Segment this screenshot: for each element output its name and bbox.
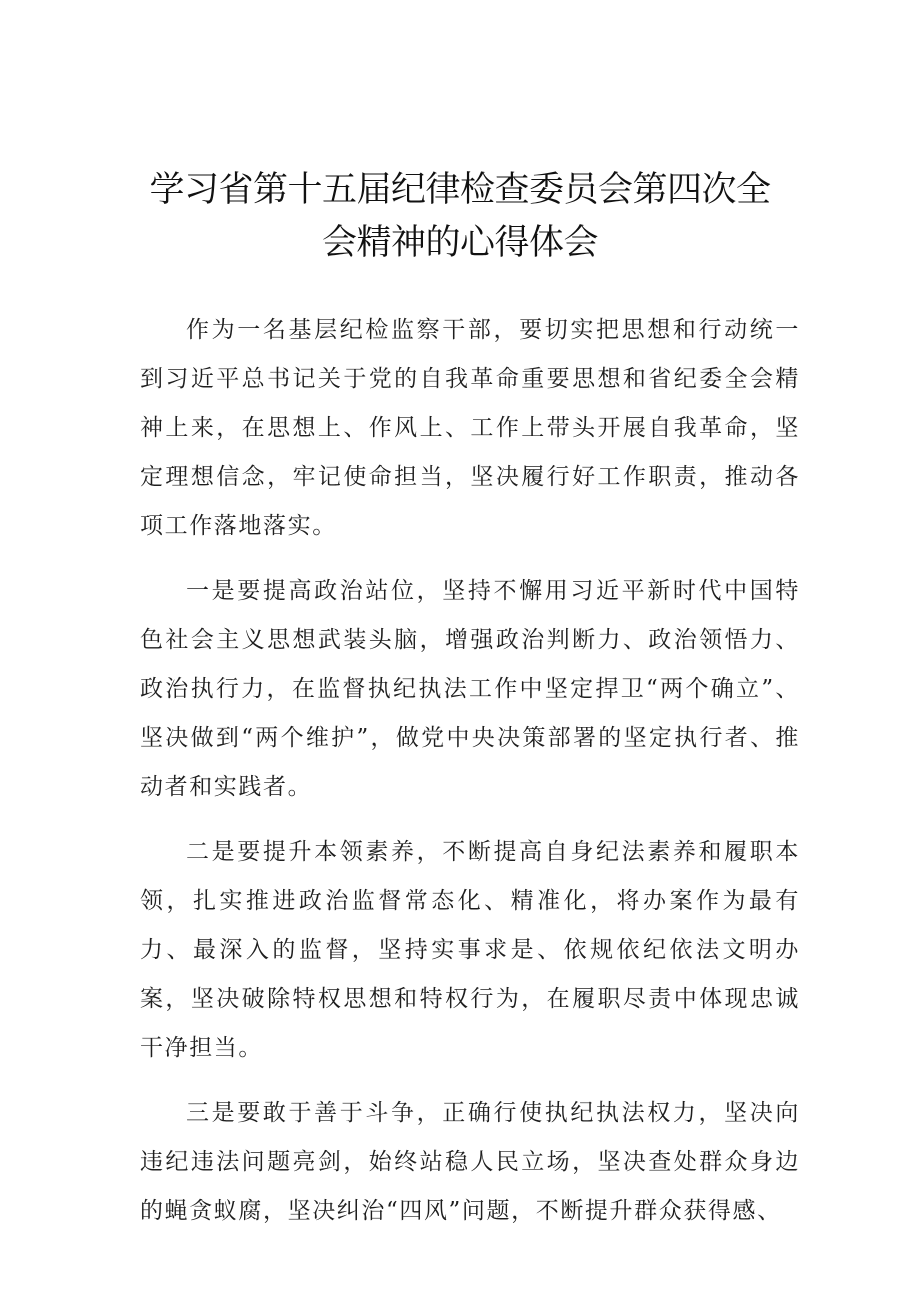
paragraph-intro: 作为一名基层纪检监察干部，要切实把思想和行动统一到习近平总书记关于党的自我革命重要思想和省纪委全会精神上来，在思想上、作风上、工作上带头开展自我革命，坚定理想信念，牢记使命担当，坚决履行好工作职责，推动各项工作落地落实。 — [140, 317, 800, 539]
paragraph-point-two: 二是要提升本领素养，不断提高自身纪法素养和履职本领，扎实推进政治监督常态化、精准化，将办案作为最有力、最深入的监督，坚持实事求是、依规依纪依法文明办案，坚决破除特权思想和特权行为，在履职尽责中体现忠诚干净担当。 — [140, 839, 800, 1061]
title-line-2: 会精神的心得体会 — [321, 223, 598, 263]
document-body — [140, 306, 800, 1252]
paragraph-point-three: 三是要敢于善于斗争，正确行使执纪执法权力，坚决向违纪违法问题亮剑，始终站稳人民立场，坚决查处群众身边的蝇贪蚁腐，坚决纠治“四风”问题，不断提升群众获得感、 — [140, 1100, 800, 1224]
title-line-1: 学习省第十五届纪律检查委员会第四次全 — [149, 170, 771, 210]
paragraph-point-one: 一是要提高政治站位，坚持不懈用习近平新时代中国特色社会主义思想武装头脑，增强政治判断力、政治领悟力、政治执行力，在监督执纪执法工作中坚定捍卫“两个确立”、坚决做到“两个维护”，做党中央决策部署的坚定执行者、推动者和实践者。 — [140, 578, 800, 800]
document-title — [130, 164, 790, 270]
